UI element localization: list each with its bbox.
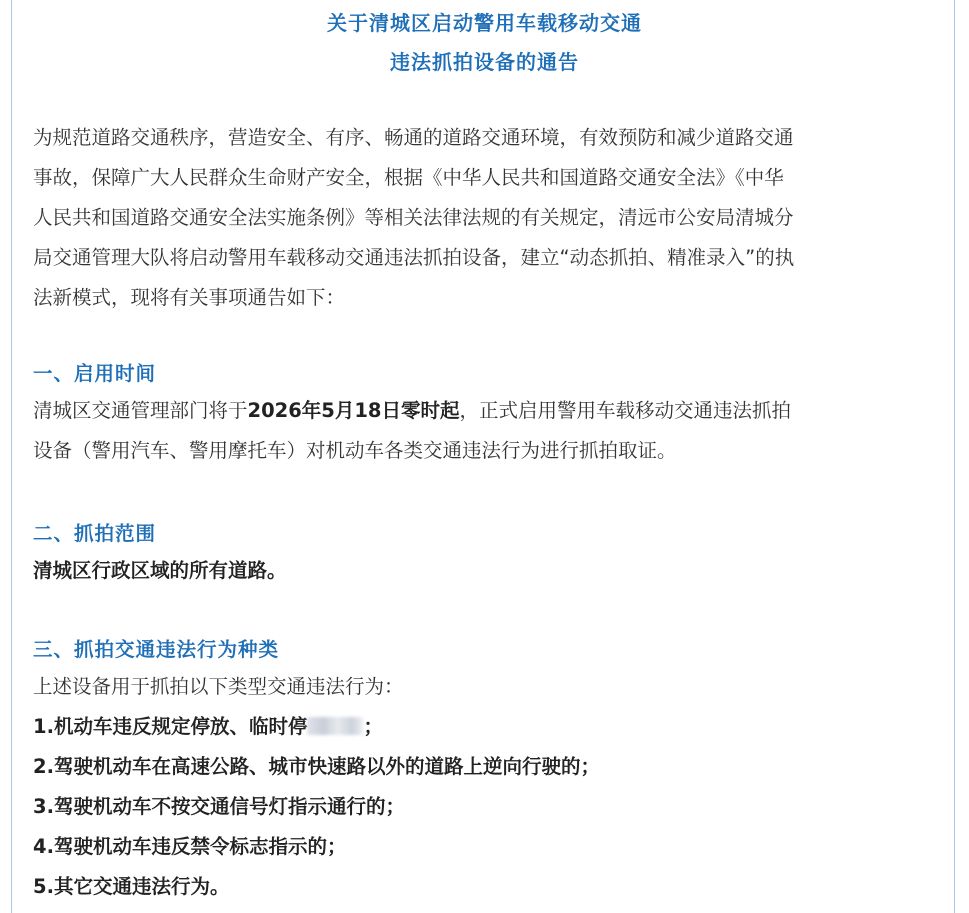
violation-item1-text: 1.机动车违反规定停放、临时停: [33, 715, 308, 738]
intro-paragraph: [33, 118, 941, 318]
section-heading-scope: 二、抓拍范围: [33, 522, 157, 545]
section-heading-start-time: 一、启用时间: [33, 362, 157, 385]
start-time-prefix: 清城区交通管理部门将于: [33, 399, 248, 422]
start-time-date: 2026年5月18日零时起: [247, 399, 460, 422]
notice-title-line2: 违法抓拍设备的通告: [390, 50, 579, 74]
section-heading-violation-types: 三、抓拍交通违法行为种类: [33, 638, 280, 661]
start-time-suffix: ，正式启用警用车载移动交通违法抓拍: [459, 399, 792, 422]
intro-line: 局交通管理大队将启动警用车载移动交通违法抓拍设备，建立“动态抓拍、精准录入”的执: [33, 246, 795, 269]
intro-line: 法新模式，现将有关事项通告如下：: [33, 286, 346, 309]
section-body-violation-types: [33, 667, 941, 907]
scope-text: 清城区行政区域的所有道路。: [33, 559, 287, 582]
intro-line: 事故，保障广大人民群众生命财产安全，根据《中华人民共和国道路交通安全法》《中华: [33, 166, 784, 189]
intro-line: 为规范道路交通秩序，营造安全、有序、畅通的道路交通环境，有效预防和减少道路交通: [33, 126, 794, 149]
section-body-scope: [33, 551, 941, 591]
notice-title-line1: 关于清城区启动警用车载移动交通: [327, 11, 642, 35]
violation-item1-end: ；: [363, 715, 383, 738]
blurred-text-overlay: [307, 717, 363, 735]
violation-item: 4.驾驶机动车违反禁令标志指示的；: [33, 835, 347, 858]
start-time-line1: [33, 391, 941, 431]
violation-item: [33, 707, 941, 747]
violation-item: 3.驾驶机动车不按交通信号灯指示通行的；: [33, 795, 405, 818]
violation-item: 2.驾驶机动车在高速公路、城市快速路以外的道路上逆向行驶的；: [33, 755, 600, 778]
intro-line: 人民共和国道路交通安全法实施条例》等相关法律法规的有关规定，清远市公安局清城分: [33, 206, 794, 229]
start-time-line2: 设备（警用汽车、警用摩托车）对机动车各类交通违法行为进行抓拍取证。: [33, 439, 677, 462]
violation-item: 5.其它交通违法行为。: [33, 875, 230, 898]
violation-lead: 上述设备用于抓拍以下类型交通违法行为：: [33, 675, 404, 698]
section-body-start-time: [33, 391, 941, 471]
